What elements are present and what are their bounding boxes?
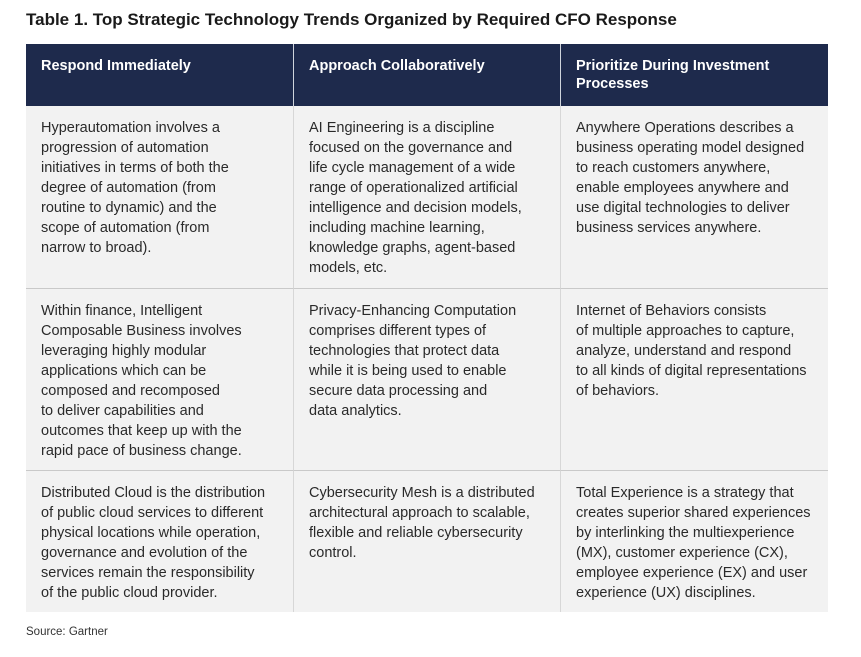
column-header-approach-collaboratively: Approach Collaboratively <box>293 44 560 106</box>
cell-text-line: outcomes that keep up with the <box>41 423 242 439</box>
cell-text-line: degree of automation (from <box>41 180 216 196</box>
table-cell <box>26 470 293 612</box>
table-cell <box>560 470 828 612</box>
cell-text-line: focused on the governance and <box>309 140 513 156</box>
cell-text-line: AI Engineering is a discipline <box>309 120 495 136</box>
cell-text-line: scope of automation (from <box>41 220 210 236</box>
cell-text-line: routine to dynamic) and the <box>41 200 217 216</box>
cell-text-line: of public cloud services to different <box>41 505 264 521</box>
column-header-prioritize-investment <box>560 44 828 106</box>
cell-text-line: Anywhere Operations describes a <box>576 120 794 136</box>
cell-text-line: control. <box>309 545 357 561</box>
cell-text-line: creates superior shared experiences <box>576 505 811 521</box>
cell-text-line: of the public cloud provider. <box>41 585 218 601</box>
cell-text-line: physical locations while operation, <box>41 525 261 541</box>
cell-text-line: to deliver capabilities and <box>41 403 204 419</box>
trends-table <box>26 44 828 612</box>
cell-text-line: use digital technologies to deliver <box>576 200 790 216</box>
cell-text-line: while it is being used to enable <box>309 363 507 379</box>
cell-text-line: applications which can be <box>41 363 207 379</box>
cell-text-line: secure data processing and <box>309 383 488 399</box>
cell-text-line: experience (UX) disciplines. <box>576 585 756 601</box>
cell-text-line: by interlinking the multiexperience <box>576 525 795 541</box>
table-cell <box>26 106 293 288</box>
column-header-respond-immediately: Respond Immediately <box>26 44 293 106</box>
table-cell <box>293 288 560 470</box>
cell-text-line: to reach customers anywhere, <box>576 160 771 176</box>
table-cell <box>293 470 560 612</box>
cell-text-line: business services anywhere. <box>576 220 762 236</box>
cell-text-line: rapid pace of business change. <box>41 443 242 459</box>
cell-text-line: comprises different types of <box>309 323 487 339</box>
cell-text-line: technologies that protect data <box>309 343 500 359</box>
cell-text-line: Within finance, Intelligent <box>41 303 203 319</box>
table-title: Table 1. Top Strategic Technology Trends Organized by Required CFO Response <box>26 10 677 29</box>
table-cell <box>560 288 828 470</box>
cell-text-line: data analytics. <box>309 403 402 419</box>
cell-text-line: leveraging highly modular <box>41 343 207 359</box>
cell-text-line: models, etc. <box>309 260 388 276</box>
header-line: Prioritize During Investment <box>576 58 770 74</box>
cell-text-line: progression of automation <box>41 140 209 156</box>
cell-text-line: Hyperautomation involves a <box>41 120 220 136</box>
cell-text-line: analyze, understand and respond <box>576 343 792 359</box>
cell-text-line: enable employees anywhere and <box>576 180 789 196</box>
cell-text-line: architectural approach to scalable, <box>309 505 530 521</box>
cell-text-line: (MX), customer experience (CX), <box>576 545 788 561</box>
cell-text-line: Internet of Behaviors consists <box>576 303 767 319</box>
cell-text-line: flexible and reliable cybersecurity <box>309 525 523 541</box>
cell-text-line: composed and recomposed <box>41 383 220 399</box>
cell-text-line: Privacy-Enhancing Computation <box>309 303 517 319</box>
table-cell <box>26 288 293 470</box>
cell-text-line: employee experience (EX) and user <box>576 565 808 581</box>
source-note: Source: Gartner <box>26 626 108 638</box>
cell-text-line: intelligence and decision models, <box>309 200 522 216</box>
cell-text-line: Distributed Cloud is the distribution <box>41 485 266 501</box>
table-cell <box>293 106 560 288</box>
cell-text-line: Composable Business involves <box>41 323 242 339</box>
cell-text-line: including machine learning, <box>309 220 485 236</box>
table-cell <box>560 106 828 288</box>
cell-text-line: business operating model designed <box>576 140 805 156</box>
cell-text-line: range of operationalized artificial <box>309 180 518 196</box>
cell-text-line: governance and evolution of the <box>41 545 248 561</box>
cell-text-line: services remain the responsibility <box>41 565 255 581</box>
cell-text-line: Cybersecurity Mesh is a distributed <box>309 485 535 501</box>
cell-text-line: life cycle management of a wide <box>309 160 516 176</box>
cell-text-line: to all kinds of digital representations <box>576 363 807 379</box>
cell-text-line: initiatives in terms of both the <box>41 160 229 176</box>
cell-text-line: of behaviors. <box>576 383 660 399</box>
cell-text-line: narrow to broad). <box>41 240 152 256</box>
cell-text-line: knowledge graphs, agent-based <box>309 240 516 256</box>
cell-text-line: of multiple approaches to capture, <box>576 323 795 339</box>
header-line: Processes <box>576 76 649 92</box>
cell-text-line: Total Experience is a strategy that <box>576 485 794 501</box>
